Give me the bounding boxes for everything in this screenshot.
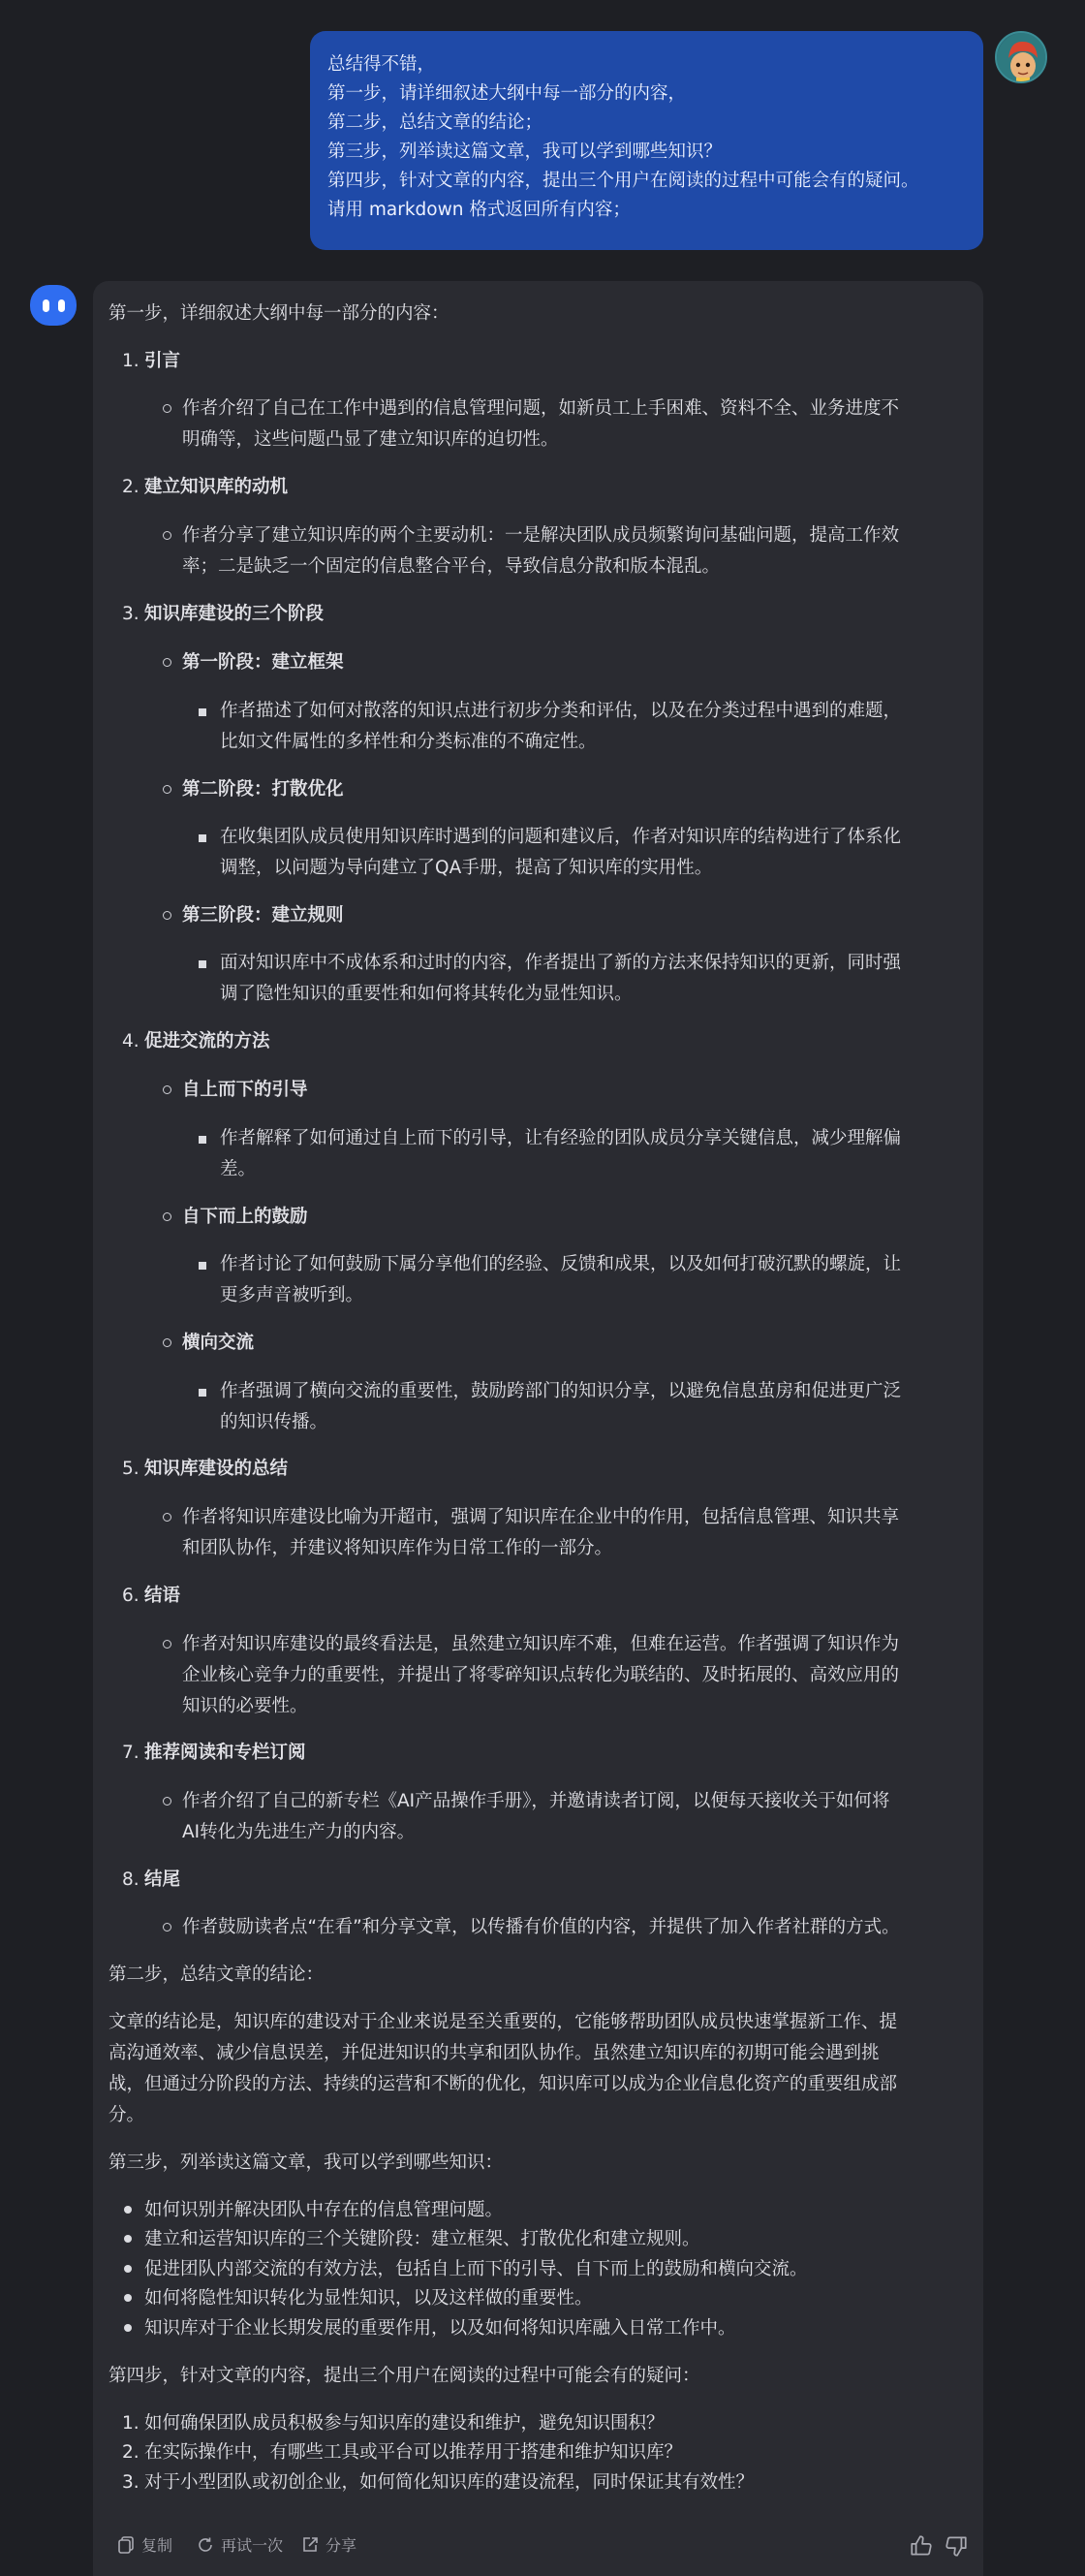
bullet-circle: [163, 1085, 171, 1094]
section-title: 促进交流的方法: [144, 1031, 270, 1052]
question-number: 3.: [122, 2472, 140, 2493]
list-number: 7.: [122, 1743, 140, 1763]
user-message-line: 请用 markdown 格式返回所有内容；: [327, 200, 631, 220]
section-text: 率；二是缺乏一个固定的信息整合平台，导致信息分散和版本混乱。: [182, 556, 721, 577]
subsection-title: 第一阶段：建立框架: [182, 652, 344, 673]
section-text: 作者分享了建立知识库的两个主要动机：一是解决团队成员频繁询问基础问题，提高工作效: [182, 525, 900, 546]
user-message-line: 总结得不错，: [327, 54, 436, 75]
refresh-icon: [196, 2535, 215, 2555]
section-title: 结语: [144, 1586, 181, 1606]
step3-item: 促进团队内部交流的有效方法，包括自上而下的引导、自下而上的鼓励和横向交流。: [144, 2259, 808, 2279]
step3-item: 知识库对于企业长期发展的重要作用，以及如何将知识库融入日常工作中。: [144, 2318, 736, 2339]
subsection-title: 自下而上的鼓励: [182, 1207, 308, 1227]
section-text: 和团队协作，并建议将知识库作为日常工作的一部分。: [182, 1538, 613, 1558]
assistant-avatar-eye: [58, 299, 65, 312]
bullet-dot: [124, 2294, 132, 2302]
subsection-text: 更多声音被听到。: [220, 1285, 364, 1305]
user-message-bubble: [310, 31, 983, 250]
subsection-title: 横向交流: [182, 1333, 255, 1353]
subsection-title: 自上而下的引导: [182, 1080, 308, 1100]
subsection-title: 第三阶段：建立规则: [182, 905, 344, 926]
subsection-text: 作者强调了横向交流的重要性，鼓励跨部门的知识分享，以避免信息茧房和促进更广泛: [220, 1381, 902, 1401]
section-text: 作者对知识库建设的最终看法是，虽然建立知识库不难，但难在运营。作者强调了知识作为: [182, 1634, 900, 1654]
bullet-circle: [163, 1513, 171, 1522]
section-text: 作者鼓励读者点“在看”和分享文章，以传播有价值的内容，并提供了加入作者社群的方式。: [182, 1917, 900, 1937]
subsection-text: 在收集团队成员使用知识库时遇到的问题和建议后，作者对知识库的结构进行了体系化: [220, 827, 902, 847]
retry-button[interactable]: [196, 2533, 283, 2556]
question-number: 1.: [122, 2413, 140, 2434]
copy-label: 复制: [141, 2536, 173, 2555]
section-title: 知识库建设的总结: [144, 1459, 289, 1479]
share-button[interactable]: [300, 2533, 356, 2556]
copy-icon: [116, 2535, 136, 2555]
subsection-text: 面对知识库中不成体系和过时的内容，作者提出了新的方法来保持知识的更新，同时强: [220, 953, 902, 973]
step2-text: 高沟通效率、减少信息误差，并促进知识的共享和团队协作。虽然建立知识库的初期可能会遇到挑: [108, 2043, 880, 2063]
subsection-title: 第二阶段：打散优化: [182, 779, 344, 800]
share-icon: [300, 2535, 320, 2555]
list-number: 8.: [122, 1869, 140, 1890]
section-text: 企业核心竞争力的重要性，并提出了将零碎知识点转化为联结的、及时拓展的、高效应用的: [182, 1665, 900, 1685]
bullet-circle: [163, 531, 171, 540]
section-title: 结尾: [144, 1869, 181, 1890]
bullet-circle: [163, 404, 171, 413]
section-text: 作者介绍了自己的新专栏《AI产品操作手册》，并邀请读者订阅，以便每天接收关于如何将: [182, 1791, 890, 1811]
list-number: 3.: [122, 604, 140, 624]
bullet-dot: [124, 2235, 132, 2243]
subsection-text: 调整，以问题为导向建立了QA手册，提高了知识库的实用性。: [220, 858, 713, 878]
bullet-square: [199, 708, 206, 716]
question-number: 2.: [122, 2442, 140, 2463]
step2-text: 文章的结论是，知识库的建设对于企业来说是至关重要的，它能够帮助团队成员快速掌握新工作、提: [108, 2012, 898, 2032]
bullet-square: [199, 834, 206, 842]
bullet-circle: [163, 1640, 171, 1649]
bullet-dot: [124, 2206, 132, 2214]
section-title: 引言: [144, 351, 181, 371]
step3-item: 如何将隐性知识转化为显性知识，以及这样做的重要性。: [144, 2288, 593, 2309]
subsection-text: 比如文件属性的多样性和分类标准的不确定性。: [220, 732, 597, 752]
bullet-circle: [163, 1797, 171, 1806]
section-title: 建立知识库的动机: [144, 477, 289, 497]
section-title: 推荐阅读和专栏订阅: [144, 1743, 306, 1763]
user-message-line: 第一步，请详细叙述大纲中每一部分的内容，: [327, 83, 687, 104]
user-message-line: 第二步，总结文章的结论；: [327, 112, 543, 133]
assistant-avatar: [30, 285, 77, 326]
question-text: 对于小型团队或初创企业，如何简化知识库的建设流程，同时保证其有效性？: [144, 2472, 755, 2493]
assistant-avatar-eye: [43, 299, 49, 312]
step2-intro: 第二步，总结文章的结论：: [108, 1964, 325, 1985]
bullet-square: [199, 1389, 206, 1397]
subsection-text: 调了隐性知识的重要性和如何将其转化为显性知识。: [220, 984, 633, 1004]
section-text: 作者将知识库建设比喻为开超市，强调了知识库在企业中的作用，包括信息管理、知识共享: [182, 1507, 900, 1527]
subsection-text: 作者解释了如何通过自上而下的引导，让有经验的团队成员分享关键信息，减少理解偏: [220, 1128, 902, 1148]
section-text: 明确等，这些问题凸显了建立知识库的迫切性。: [182, 429, 559, 450]
section-text: 知识的必要性。: [182, 1696, 308, 1716]
section-text: 作者介绍了自己在工作中遇到的信息管理问题，如新员工上手困难、资料不全、业务进度不: [182, 398, 900, 419]
section-text: AI转化为先进生产力的内容。: [182, 1822, 416, 1842]
bullet-square: [199, 1136, 206, 1144]
step3-item: 如何识别并解决团队中存在的信息管理问题。: [144, 2200, 504, 2220]
list-number: 4.: [122, 1031, 140, 1052]
bullet-dot: [124, 2265, 132, 2273]
subsection-text: 作者描述了如何对散落的知识点进行初步分类和评估，以及在分类过程中遇到的难题，: [220, 701, 902, 721]
subsection-text: 差。: [220, 1159, 257, 1179]
bullet-dot: [124, 2324, 132, 2332]
list-number: 1.: [122, 351, 140, 371]
step4-intro: 第四步，针对文章的内容，提出三个用户在阅读的过程中可能会有的疑问：: [108, 2366, 700, 2386]
subsection-text: 的知识传播。: [220, 1412, 328, 1432]
bullet-circle: [163, 1212, 171, 1221]
user-message-line: 第三步，列举读这篇文章，我可以学到哪些知识？: [327, 141, 723, 162]
bullet-square: [199, 960, 206, 968]
share-label: 分享: [326, 2536, 357, 2555]
thumbs-up-icon[interactable]: [909, 2533, 934, 2559]
bullet-circle: [163, 658, 171, 667]
bullet-circle: [163, 785, 171, 794]
copy-button[interactable]: [116, 2533, 172, 2556]
section-title: 知识库建设的三个阶段: [144, 604, 325, 624]
step3-intro: 第三步，列举读这篇文章，我可以学到哪些知识：: [108, 2152, 504, 2173]
question-text: 在实际操作中，有哪些工具或平台可以推荐用于搭建和维护知识库？: [144, 2442, 683, 2463]
bullet-circle: [163, 1923, 171, 1932]
assistant-message-card: [93, 281, 983, 2576]
thumbs-down-icon[interactable]: [944, 2533, 969, 2559]
step2-text: 分。: [108, 2105, 145, 2125]
list-number: 5.: [122, 1459, 140, 1479]
user-message-line: 第四步，针对文章的内容，提出三个用户在阅读的过程中可能会有的疑问。: [327, 171, 919, 191]
user-avatar-image: [997, 33, 1047, 83]
list-number: 6.: [122, 1586, 140, 1606]
question-text: 如何确保团队成员积极参与知识库的建设和维护，避免知识围积？: [144, 2413, 665, 2434]
list-number: 2.: [122, 477, 140, 497]
bullet-circle: [163, 1338, 171, 1347]
message-actions: [116, 2529, 969, 2568]
step1-intro: 第一步，详细叙述大纲中每一部分的内容：: [108, 303, 450, 324]
bullet-circle: [163, 911, 171, 920]
step3-item: 建立和运营知识库的三个关键阶段：建立框架、打散优化和建立规则。: [144, 2229, 700, 2249]
retry-label: 再试一次: [221, 2536, 284, 2555]
step2-text: 战，但通过分阶段的方法、持续的运营和不断的优化，知识库可以成为企业信息化资产的重要组成部: [108, 2074, 898, 2094]
subsection-text: 作者讨论了如何鼓励下属分享他们的经验、反馈和成果，以及如何打破沉默的螺旋，让: [220, 1254, 902, 1274]
user-avatar[interactable]: [995, 31, 1047, 83]
bullet-square: [199, 1262, 206, 1270]
